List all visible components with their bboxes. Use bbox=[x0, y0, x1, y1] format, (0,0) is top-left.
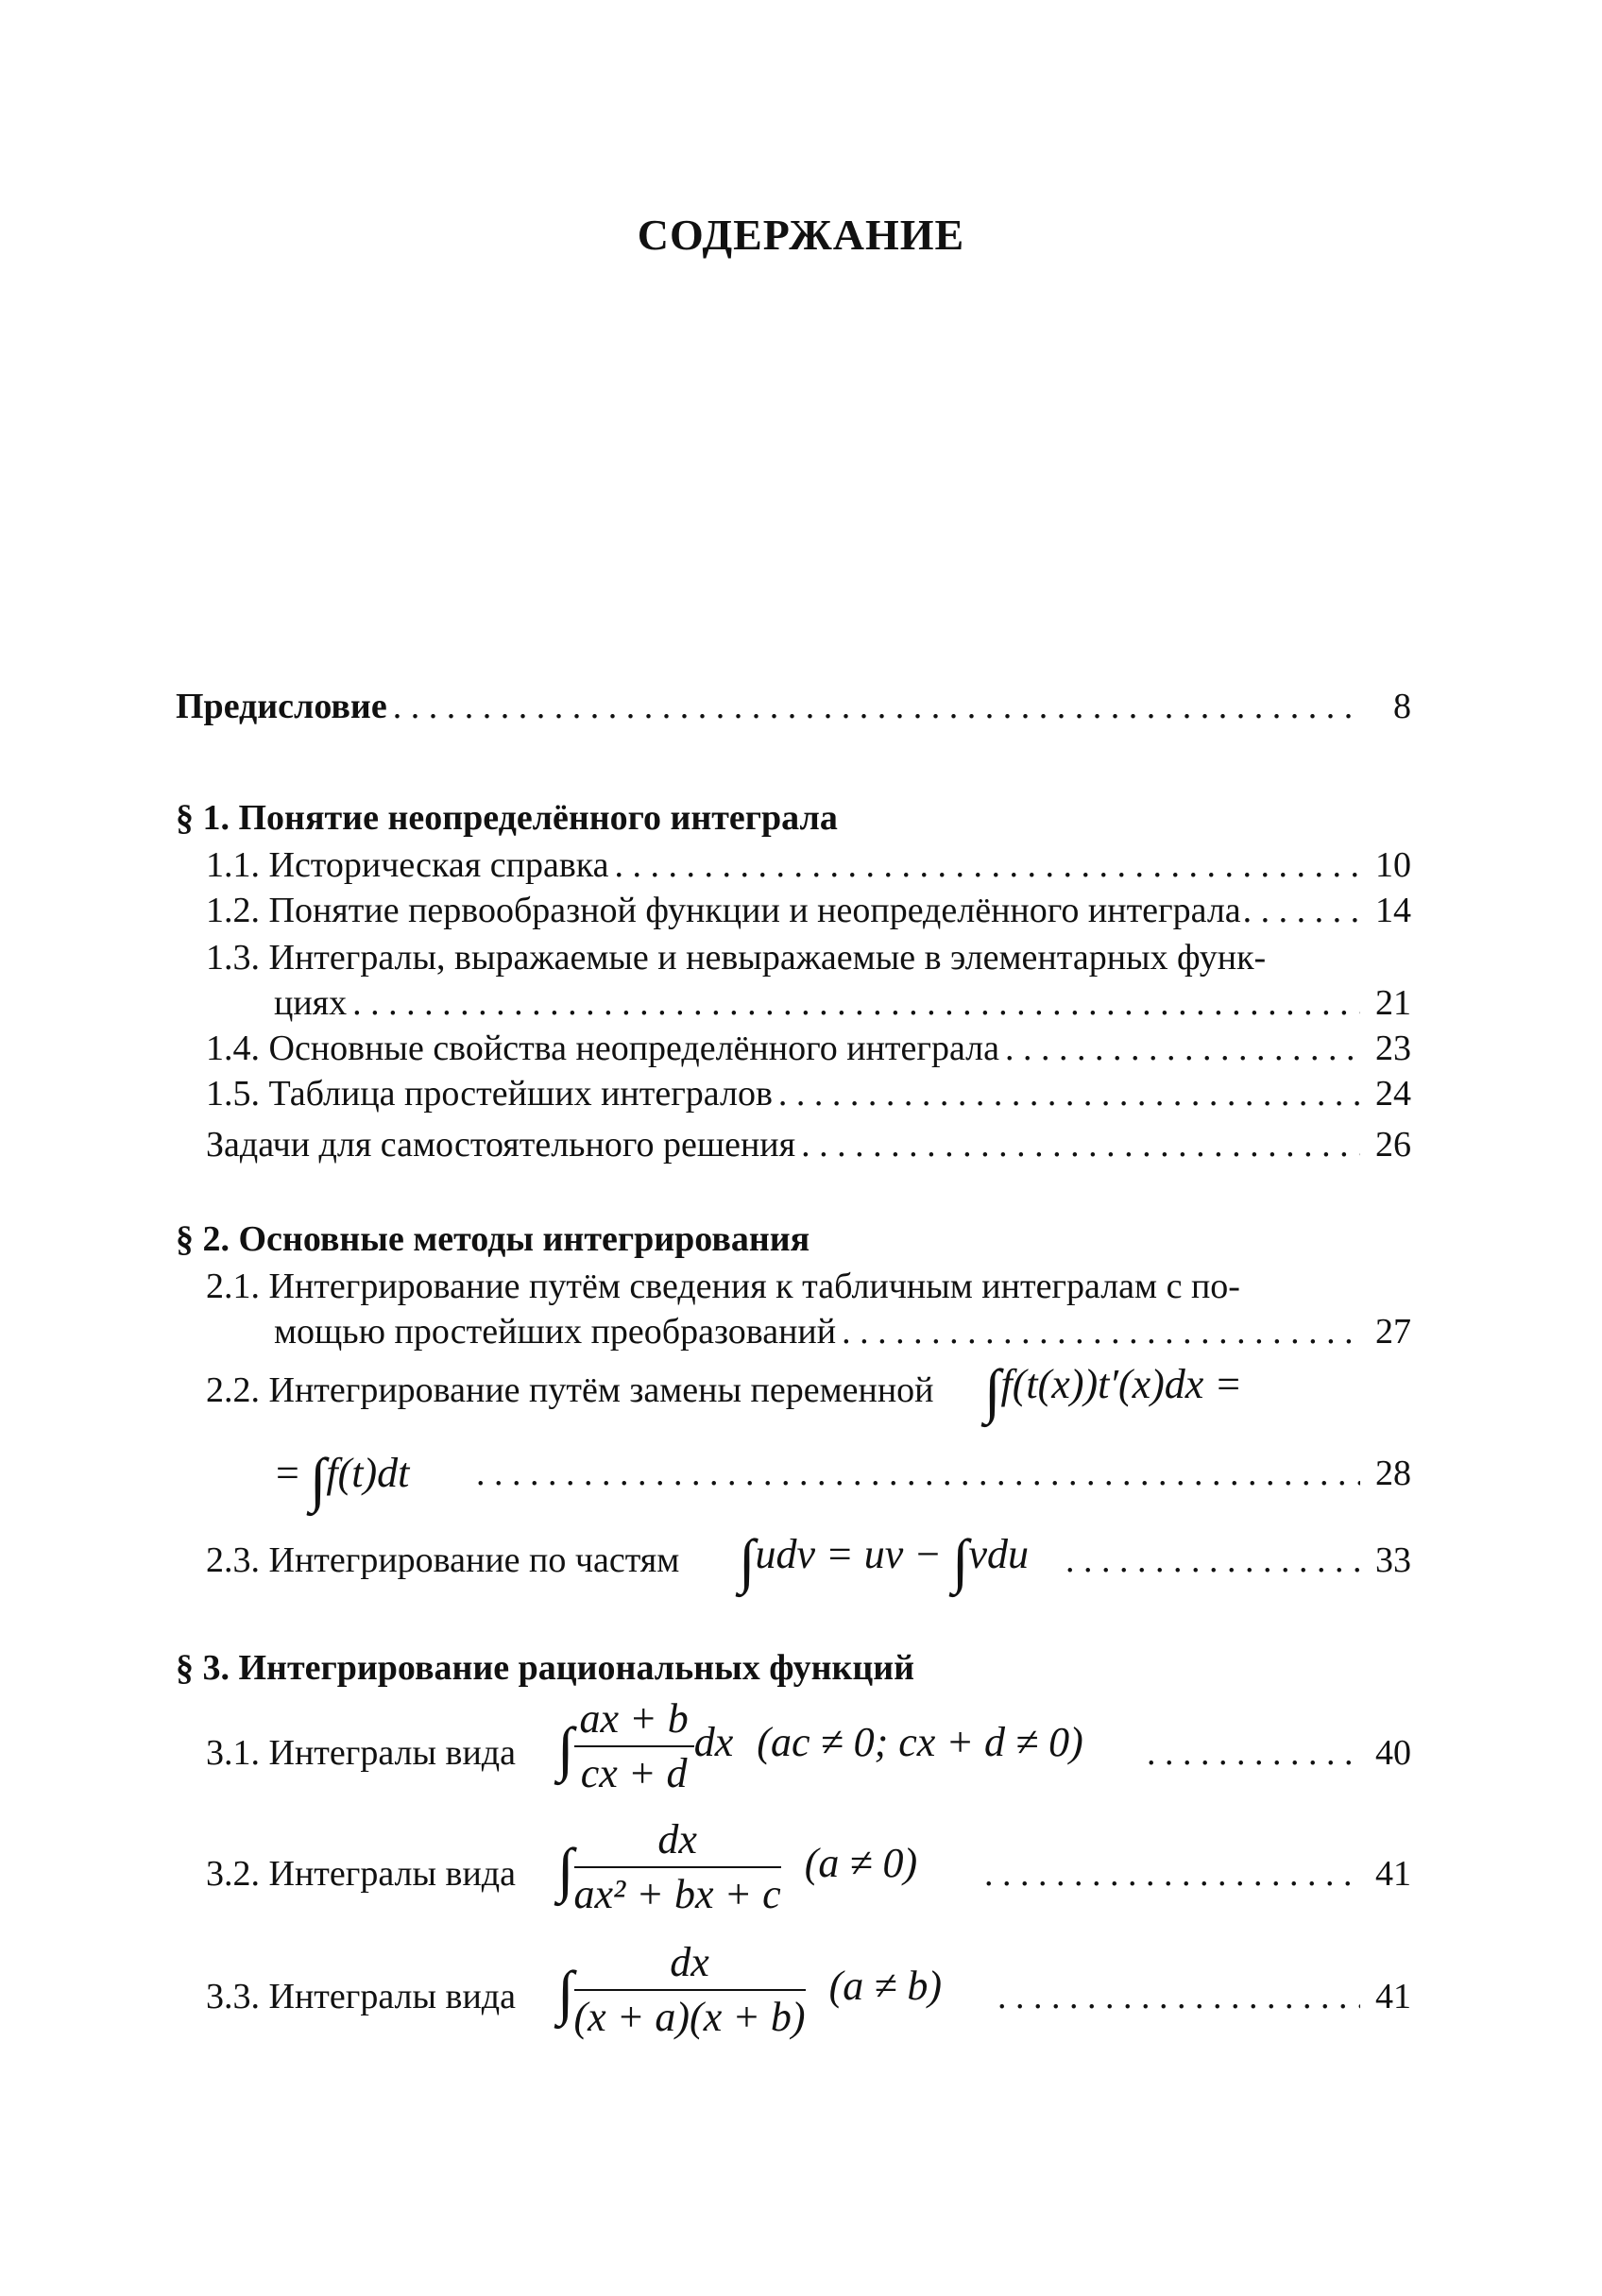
toc-page: 10 bbox=[1375, 845, 1411, 885]
toc-label: 1.5. Таблица простейших интегралов bbox=[206, 1074, 773, 1114]
toc-label: мощью простейших преобразований bbox=[274, 1312, 837, 1352]
numerator: dx bbox=[574, 1813, 781, 1868]
toc-page: 41 bbox=[1375, 1977, 1411, 2016]
toc-page: 33 bbox=[1375, 1540, 1411, 1580]
equals-sign: = bbox=[276, 1450, 310, 1496]
toc-page: 8 bbox=[1393, 687, 1411, 726]
toc-entry-1-3-line1[interactable]: 1.3. Интегралы, выражаемые и невыражаемые в элементарных функ- bbox=[206, 938, 1267, 978]
toc-entry-3-3-label[interactable]: 3.3. Интегралы вида bbox=[206, 1977, 517, 2016]
toc-entry-3-2[interactable] bbox=[979, 1853, 1411, 1906]
numerator: dx bbox=[574, 1936, 806, 1991]
toc-page: 14 bbox=[1375, 891, 1411, 930]
formula-text: f(t(x))t′(x)dx = bbox=[1000, 1361, 1243, 1407]
toc-page: 21 bbox=[1375, 983, 1411, 1023]
leader-dots bbox=[1065, 1539, 1360, 1581]
numerator: ax + b bbox=[574, 1692, 694, 1747]
leader-dots bbox=[615, 844, 1360, 886]
toc-label: Предисловие bbox=[176, 687, 387, 726]
leader-dots bbox=[778, 1073, 1360, 1114]
integral-sign-icon: ∫ bbox=[309, 1446, 327, 1513]
condition: (ac ≠ 0; cx + d ≠ 0) bbox=[757, 1719, 1083, 1766]
toc-label: циях bbox=[274, 983, 348, 1023]
toc-entry-preface[interactable] bbox=[176, 686, 1411, 739]
integral-sign-icon: ∫ bbox=[557, 1959, 574, 2027]
fraction bbox=[574, 1936, 806, 2044]
section-2-heading[interactable]: § 2. Основные методы интегрирования bbox=[176, 1219, 810, 1259]
toc-entry-2-1-line1[interactable]: 2.1. Интегрирование путём сведения к табличным интегралам с по- bbox=[206, 1267, 1240, 1306]
toc-entry-3-3[interactable] bbox=[992, 1976, 1411, 2029]
toc-label: 1.4. Основные свойства неопределённого интеграла bbox=[206, 1029, 999, 1068]
condition: (a ≠ 0) bbox=[804, 1840, 918, 1887]
toc-entry-3-1[interactable] bbox=[1141, 1732, 1411, 1785]
formula-text: f(t)dt bbox=[326, 1450, 410, 1496]
integral-sign-icon: ∫ bbox=[557, 1715, 574, 1783]
toc-entry-2-2[interactable] bbox=[470, 1453, 1411, 1505]
toc-entry-1-2[interactable] bbox=[206, 890, 1411, 943]
leader-dots bbox=[1005, 1028, 1360, 1069]
integral-sign-icon: ∫ bbox=[951, 1527, 969, 1594]
differential: dx bbox=[693, 1719, 734, 1766]
toc-page: 26 bbox=[1375, 1125, 1411, 1165]
toc-page: 23 bbox=[1375, 1029, 1411, 1068]
condition: (a ≠ b) bbox=[828, 1963, 943, 2010]
toc-label: Задачи для самостоятельного решения bbox=[206, 1125, 796, 1165]
section-3-heading[interactable]: § 3. Интегрирование рациональных функций bbox=[176, 1648, 915, 1688]
toc-label: 1.1. Историческая справка bbox=[206, 845, 609, 885]
toc-page: 41 bbox=[1375, 1854, 1411, 1894]
leader-dots bbox=[476, 1453, 1360, 1494]
toc-page: 28 bbox=[1375, 1454, 1411, 1493]
toc-entry-1-5[interactable] bbox=[206, 1073, 1411, 1126]
toc-label: 1.2. Понятие первообразной функции и неопределённого интеграла bbox=[206, 891, 1241, 930]
formula-text: vdu bbox=[968, 1531, 1030, 1577]
integral-sign-icon: ∫ bbox=[739, 1527, 756, 1594]
section-1-heading[interactable]: § 1. Понятие неопределённого интеграла bbox=[176, 798, 838, 838]
toc-entry-tasks[interactable] bbox=[206, 1124, 1411, 1177]
fraction bbox=[574, 1813, 781, 1921]
leader-dots bbox=[801, 1124, 1360, 1165]
denominator: (x + a)(x + b) bbox=[573, 1994, 806, 2040]
leader-dots bbox=[997, 1976, 1360, 2017]
toc-page: 24 bbox=[1375, 1074, 1411, 1114]
leader-dots bbox=[1243, 890, 1366, 931]
toc-entry-2-3[interactable] bbox=[1060, 1539, 1411, 1592]
fraction-formula-3-3 bbox=[557, 1936, 942, 2044]
toc-page: 27 bbox=[1375, 1312, 1411, 1352]
leader-dots bbox=[393, 686, 1360, 727]
fraction-formula-3-2 bbox=[557, 1813, 917, 1921]
toc-page: 40 bbox=[1375, 1733, 1411, 1773]
toc-entry-2-2-line1[interactable]: 2.2. Интегрирование путём замены переменной bbox=[206, 1370, 934, 1410]
fraction bbox=[574, 1692, 694, 1800]
leader-dots bbox=[1147, 1732, 1360, 1774]
formula-text: udv = uv − bbox=[755, 1531, 942, 1577]
leader-dots bbox=[352, 982, 1360, 1024]
fraction-formula-3-1 bbox=[557, 1692, 1083, 1800]
toc-entry-3-1-label[interactable]: 3.1. Интегралы вида bbox=[206, 1733, 517, 1773]
denominator: cx + d bbox=[580, 1750, 688, 1796]
leader-dots bbox=[984, 1853, 1360, 1895]
toc-entry-3-2-label[interactable]: 3.2. Интегралы вида bbox=[206, 1854, 517, 1894]
substitution-formula-continued bbox=[276, 1445, 409, 1515]
parts-formula bbox=[739, 1526, 1029, 1596]
denominator: ax² + bx + c bbox=[573, 1871, 781, 1917]
integral-sign-icon: ∫ bbox=[557, 1836, 574, 1904]
page-title: СОДЕРЖАНИЕ bbox=[637, 211, 965, 259]
substitution-formula bbox=[984, 1356, 1242, 1426]
toc-entry-2-3-label[interactable]: 2.3. Интегрирование по частям bbox=[206, 1540, 680, 1580]
leader-dots bbox=[842, 1311, 1360, 1352]
integral-sign-icon: ∫ bbox=[984, 1357, 1001, 1424]
